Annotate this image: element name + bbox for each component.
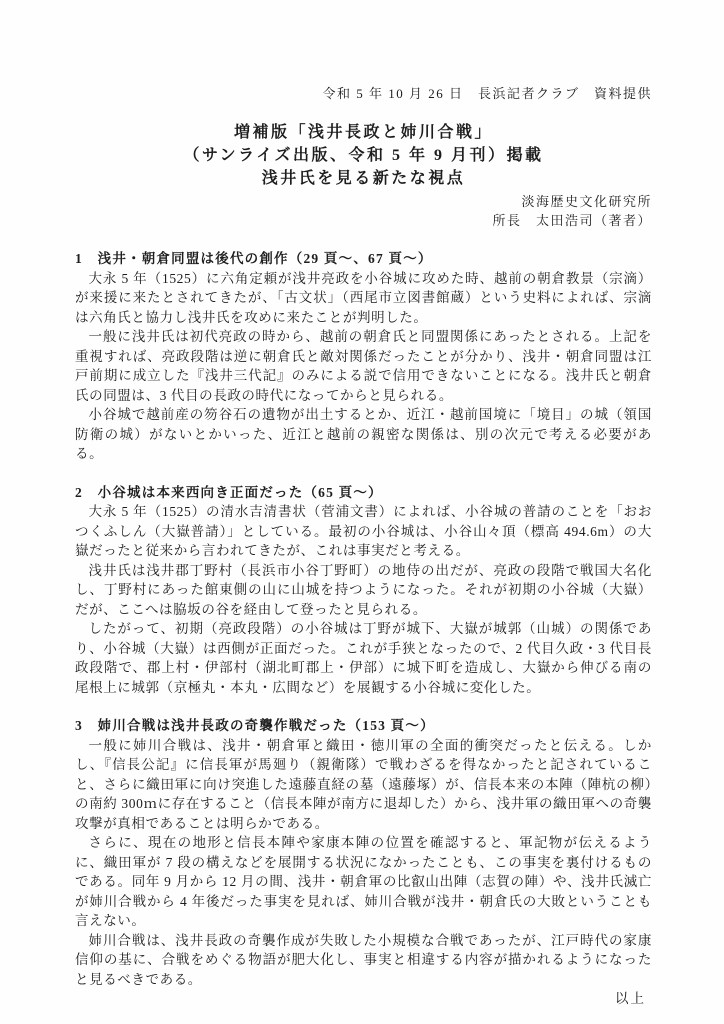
document-title-line-2: （サンライズ出版、令和 5 年 9 月刊）掲載 [183,147,544,164]
section-2 [75,483,652,698]
section-1-heading: 1 浅井・朝倉同盟は後代の創作（29 頁～、67 頁～） [75,251,433,266]
section-3-paragraph-2: さらに、現在の地形と信長本陣や家康本陣の位置を確認すると、軍記物が伝えるように、織田軍が 7 段の構えなどを展開する状況になかったことも、この事実を裏付けるものである。同年 9 月から 12 月の間、浅井・朝倉軍の比叡山出陣（志賀の陣）や、浅井氏滅亡が姉川合戦から 4 年後だった事実を見れば、姉川合戦が浅井・朝倉氏の大敗ということも言えない。 [75,835,652,928]
section-2-heading: 2 小谷城は本来西向き正面だった（65 頁～） [75,484,383,500]
author-block [75,192,652,230]
section-2-paragraph-2: 浅井氏は浅井郡丁野村（長浜市小谷丁野町）の地侍の出だが、亮政の段階で戦国大名化し、丁野村にあった館東側の山に山城を持つようになった。それが初期の小谷城（大嶽）だが、ここへは脇坂の谷を経由して登ったと見られる。 [75,562,652,617]
document-title-line-3: 浅井氏を見る新たな視点 [261,170,466,187]
section-1-paragraph-1: 大永 5 年（1525）に六角定頼が浅井亮政を小谷城に攻めた時、越前の朝倉教景（宗滴）が来援に来たとされてきたが、「古文状」（西尾市立図書館蔵）という史料によれば、宗滴は六角氏と協力し浅井氏を攻めに来たことが判明した。 [75,270,652,325]
author-name: 所長 太田浩司（著者） [492,213,652,228]
document-title [75,121,652,190]
closing-mark: 以上 [615,991,646,1006]
section-1-paragraph-2: 一般に浅井氏は初代亮政の時から、越前の朝倉氏と同盟関係にあったとされる。上記を重視すれば、亮政段階は逆に朝倉氏と敵対関係だったことが分かり、浅井・朝倉同盟は江戸前期に成立した『浅井三代記』のみによる説で信用できないことになる。浅井氏と朝倉氏の同盟は、3 代目の長政の時代になってからと見られる。 [75,329,652,403]
author-organization: 淡海歴史文化研究所 [521,194,652,209]
section-2-paragraph-1: 大永 5 年（1525）の清水吉清書状（菅浦文書）によれば、小谷城の普請のことを「おおつくふしん（大嶽普請）」としている。最初の小谷城は、小谷山々頂（標高 494.6m）の大嶽だったと従来から言われてきたが、これは事実だと考える。 [75,504,652,558]
section-1 [75,249,652,464]
section-3 [75,716,652,989]
section-3-paragraph-1: 一般に姉川合戦は、浅井・朝倉軍と織田・徳川軍の全面的衝突だったと伝える。しかし、『信長公記』に信長軍が馬廻り（親衛隊）で戦わざるを得なかったと記されていること、さらに織田軍に向け突進した遠藤直経の墓（遠藤塚）が、信長本来の本陣（陣杭の柳）の南約 300ｍに存在すること（信長本陣が南方に退却した）から、浅井軍の織田軍への奇襲攻撃が真相であることは明らかである。 [75,737,652,831]
section-2-paragraph-3: したがって、初期（亮政段階）の小谷城は丁野が城下、大嶽が城郭（山城）の関係であり、小谷城（大嶽）は西側が正面だった。これが手狭となったので、2 代目久政・3 代目長政段階で、郡上村・伊部村（湖北町郡上・伊部）に城下町を造成し、大嶽から伸びる南の尾根上に城郭（京極丸・本丸・広間など）を展観する小谷城に変化した。 [75,621,652,695]
header-date-line: 令和 5 年 10 月 26 日 長浜記者クラブ 資料提供 [322,86,652,101]
section-1-paragraph-3: 小谷城で越前産の笏谷石の遺物が出土するとか、近江・越前国境に「境目」の城（領国防衛の城）がないとかいった、近江と越前の親密な関係は、別の次元で考える必要がある。 [75,407,652,461]
section-3-paragraph-3: 姉川合戦は、浅井長政の奇襲作成が失敗した小規模な合戦であったが、江戸時代の家康信仰の基に、合戦をめぐる物語が肥大化し、事実と相違する内容が描かれるようになったと見るべきである。 [75,932,652,987]
document-title-line-1: 増補版「浅井長政と姉川合戦」 [233,124,493,141]
section-3-heading: 3 姉川合戦は浅井長政の奇襲作戦だった（153 頁～） [75,718,435,733]
